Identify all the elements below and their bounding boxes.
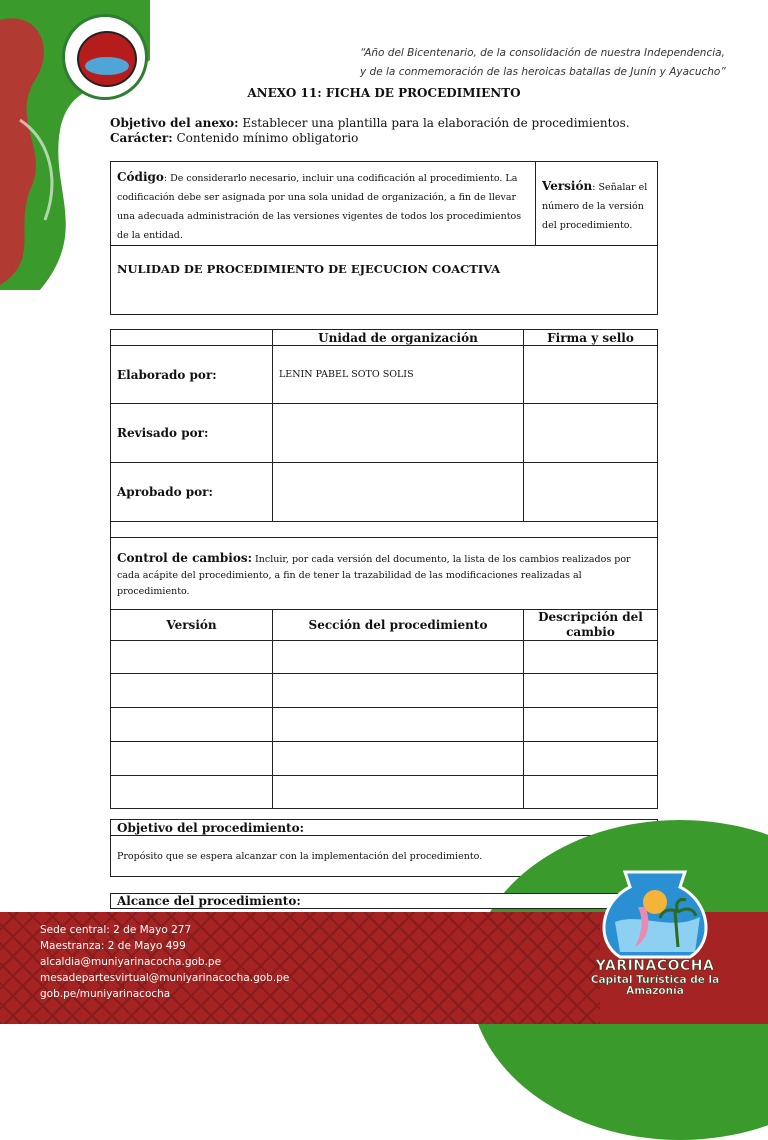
footer-email-mesa: mesadepartesvirtual@muniyarinacocha.gob.pe [40, 972, 290, 984]
table-row [111, 708, 658, 742]
objetivo-label: Objetivo del anexo: [110, 116, 239, 130]
objetivo-text: Establecer una plantilla para la elaboración de procedimientos. [238, 116, 630, 130]
col-descripcion-header: Descripción del cambio [524, 610, 658, 641]
motto-line-2: y de la conmemoración de las heroicas batallas de Junín y Ayacucho” [360, 66, 726, 78]
firma-cell [524, 463, 658, 522]
row-label: Aprobado por: [111, 463, 273, 522]
cambios-label: Control de cambios: [117, 550, 253, 565]
table-row [111, 674, 658, 708]
footer-address-sede: Sede central: 2 de Mayo 277 [40, 924, 192, 936]
codigo-cell [111, 162, 536, 246]
table-row [111, 641, 658, 674]
table-row [111, 404, 658, 463]
document-purpose [110, 116, 730, 146]
caracter-label: Carácter: [110, 131, 173, 145]
objetivo-proc-text: Propósito que se espera alcanzar con la implementación del procedimiento. [111, 836, 658, 877]
alcance-label: Alcance del procedimiento: [111, 894, 658, 909]
table-row [111, 463, 658, 522]
brand-tagline-line-2: Amazonía [626, 985, 684, 997]
table-row [111, 742, 658, 776]
col-firma-header: Firma y sello [524, 330, 658, 346]
aprobado-unidad [273, 463, 524, 522]
firma-cell [524, 346, 658, 404]
row-label: Revisado por: [111, 404, 273, 463]
codigo-text: : De considerarlo necesario, incluir una codificación al procedimiento. La codificación debe ser asignada por una sola unidad de organización, a fin de llevar una adecuada administración de las versiones vigentes de todos los procedimientos de la entidad. [117, 172, 522, 241]
version-cell [536, 162, 658, 246]
brand-tagline [582, 975, 728, 997]
document-title: ANEXO 11: FICHA DE PROCEDIMIENTO [247, 86, 521, 100]
brand-name: YARINACOCHA [595, 958, 715, 974]
codigo-label: Código [117, 169, 164, 184]
table-row [111, 346, 658, 404]
cambios-text: Incluir, por cada versión del documento, la lista de los cambios realizados por cada acápite del procedimiento, a fin de tener la trazabilidad de las modificaciones realizadas al procedimiento. [117, 553, 631, 597]
alcance-table [110, 893, 658, 909]
objetivo-proc-label: Objetivo del procedimiento: [111, 820, 658, 836]
control-cambios-cell [111, 538, 658, 610]
firma-cell [524, 404, 658, 463]
caracter-text: Contenido mínimo obligatorio [172, 131, 359, 145]
revisado-unidad [273, 404, 524, 463]
col-version-header: Versión [111, 610, 273, 641]
col-unidad-header: Unidad de organización [273, 330, 524, 346]
institutional-motto [360, 44, 760, 82]
ficha-header-table [110, 161, 658, 315]
footer-contact [40, 922, 289, 1002]
brand-tagline-line-1: Capital Turística de la [590, 974, 720, 986]
motto-line-1: “Año del Bicentenario, de la consolidación de nuestra Independencia, [360, 47, 725, 59]
footer-website: gob.pe/muniyarinacocha [40, 988, 171, 1000]
version-label: Versión [542, 179, 593, 193]
approvals-table [110, 329, 658, 809]
row-label: Elaborado por: [111, 346, 273, 404]
footer-email-alcaldia: alcaldia@muniyarinacocha.gob.pe [40, 956, 222, 968]
procedure-name: NULIDAD DE PROCEDIMIENTO DE EJECUCION COACTIVA [111, 246, 658, 315]
footer-address-maestranza: Maestranza: 2 de Mayo 499 [40, 940, 186, 952]
col-seccion-header: Sección del procedimiento [273, 610, 524, 641]
table-row [111, 776, 658, 809]
elaborado-unidad: LENIN PABEL SOTO SOLIS [273, 346, 524, 404]
version-text: : Señalar el número de la versión del procedimiento. [542, 182, 648, 231]
